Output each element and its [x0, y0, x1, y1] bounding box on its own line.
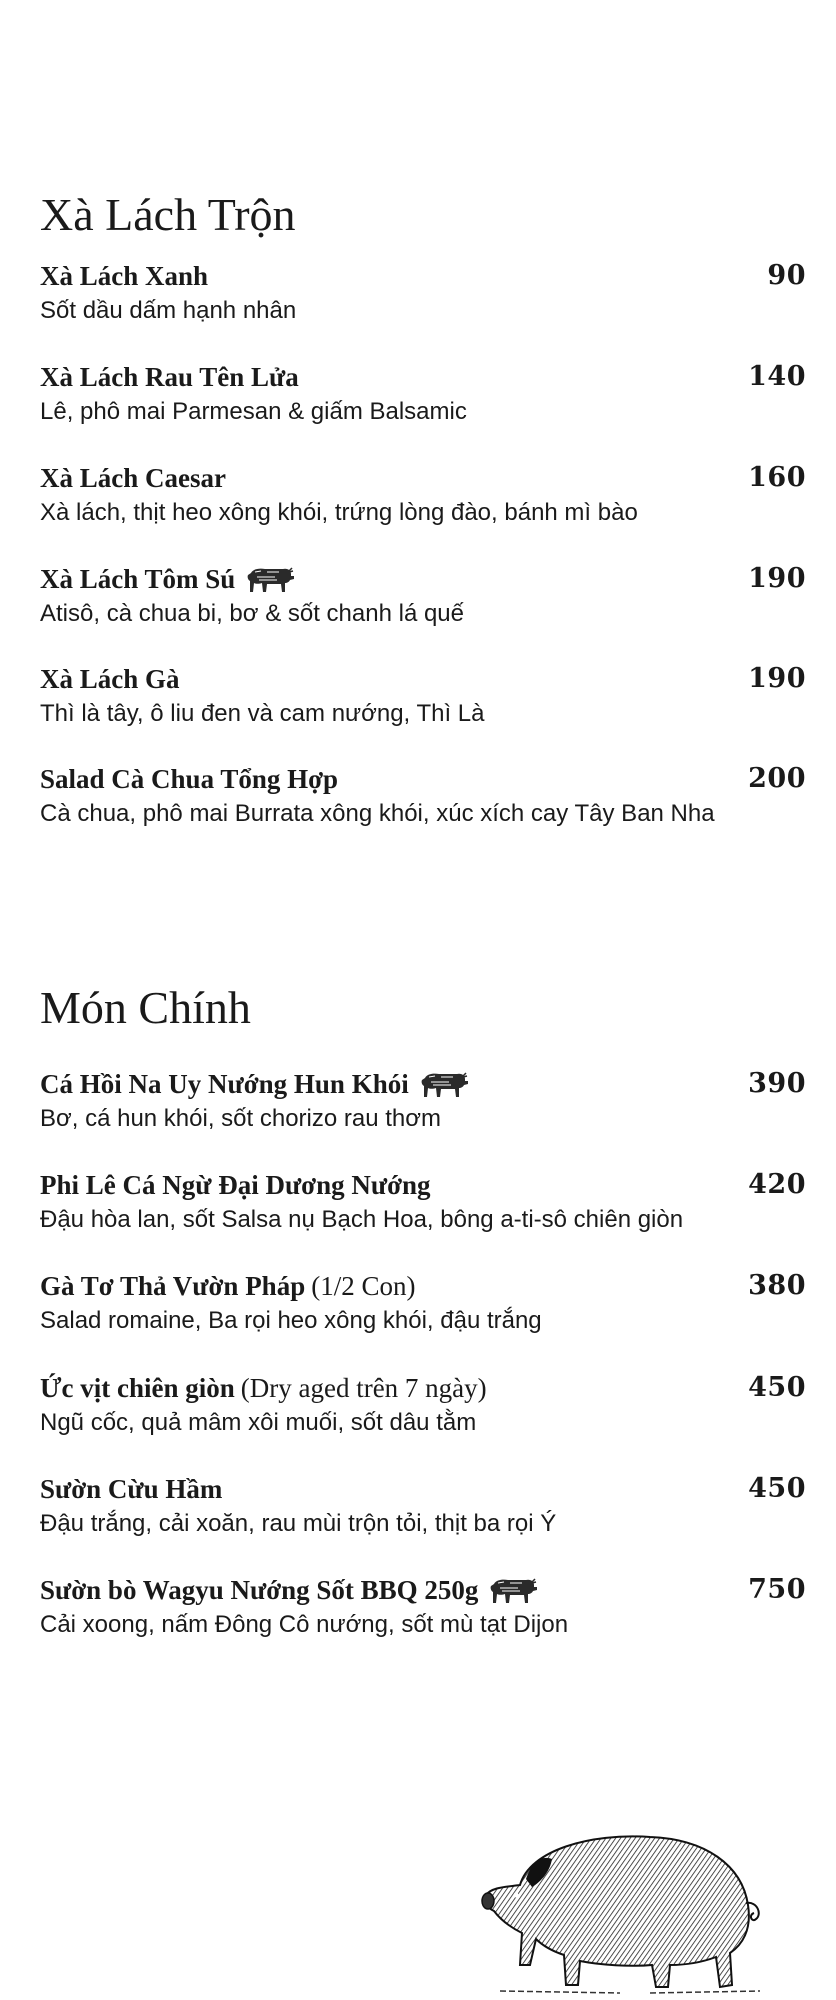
menu-item — [40, 1573, 810, 1642]
menu-item — [40, 1269, 810, 1338]
item-name: Sườn Cừu Hầm — [40, 1474, 223, 1504]
cow-icon — [245, 563, 295, 595]
pig-illustration-icon — [480, 1815, 770, 2000]
item-description: Xà lách, thịt heo xông khói, trứng lòng đào, bánh mì bào — [40, 499, 638, 526]
item-description: Lê, phô mai Parmesan & giấm Balsamic — [40, 398, 467, 425]
item-price: 750 — [748, 1574, 806, 1605]
item-price: 190 — [748, 663, 806, 694]
item-name: Salad Cà Chua Tổng Hợp — [40, 764, 339, 794]
item-price: 390 — [748, 1068, 806, 1099]
item-description: Atisô, cà chua bi, bơ & sốt chanh lá quế — [40, 600, 464, 627]
main-course-section — [40, 982, 810, 1638]
item-name: Cá Hồi Na Uy Nướng Hun Khói — [40, 1069, 409, 1099]
item-description: Ngũ cốc, quả mâm xôi muối, sốt dâu tằm — [40, 1409, 477, 1436]
item-description: Cải xoong, nấm Đông Cô nướng, sốt mù tạt Dijon — [40, 1611, 569, 1638]
item-name: Ức vịt chiên giòn — [40, 1373, 235, 1403]
item-name: Xà Lách Caesar — [40, 463, 226, 493]
item-name: Sườn bò Wagyu Nướng Sốt BBQ 250g — [40, 1575, 479, 1605]
menu-item — [40, 461, 810, 530]
item-name: Phi Lê Cá Ngừ Đại Dương Nướng — [40, 1170, 431, 1200]
menu-item — [40, 360, 810, 429]
cow-icon — [419, 1068, 469, 1100]
item-price: 450 — [748, 1473, 806, 1504]
menu-item — [40, 662, 810, 731]
menu-item — [40, 562, 810, 631]
item-description: Sốt dầu dấm hạnh nhân — [40, 297, 297, 324]
item-description: Đậu hòa lan, sốt Salsa nụ Bạch Hoa, bông a-ti-sô chiên giòn — [40, 1206, 684, 1233]
salad-section-title: Xà Lách Trộn — [40, 189, 296, 240]
item-name: Xà Lách Xanh — [40, 261, 209, 291]
main-course-section-title: Món Chính — [40, 982, 251, 1033]
item-price: 190 — [748, 563, 806, 594]
menu-item — [40, 1168, 810, 1237]
menu-item — [40, 762, 810, 831]
item-description: Thì là tây, ô liu đen và cam nướng, Thì Là — [40, 700, 485, 727]
item-price: 380 — [748, 1270, 806, 1301]
menu-item — [40, 1067, 810, 1136]
item-note: (1/2 Con) — [311, 1271, 416, 1301]
item-price: 160 — [748, 462, 806, 493]
item-name: Gà Tơ Thả Vườn Pháp — [40, 1271, 306, 1301]
item-name: Xà Lách Gà — [40, 664, 180, 694]
item-description: Đậu trắng, cải xoăn, rau mùi trộn tỏi, thịt ba rọi Ý — [40, 1510, 557, 1537]
item-description: Salad romaine, Ba rọi heo xông khói, đậu trắng — [40, 1307, 542, 1334]
menu-item — [40, 1472, 810, 1541]
menu-item — [40, 1371, 810, 1440]
cow-icon — [488, 1574, 538, 1606]
item-description: Cà chua, phô mai Burrata xông khói, xúc xích cay Tây Ban Nha — [40, 800, 715, 827]
item-price: 450 — [748, 1372, 806, 1403]
item-name: Xà Lách Tôm Sú — [40, 564, 236, 594]
item-note: (Dry aged trên 7 ngày) — [240, 1373, 487, 1403]
salad-section — [40, 189, 810, 827]
menu-item — [40, 259, 810, 328]
item-price: 90 — [767, 260, 806, 291]
item-price: 200 — [748, 763, 806, 794]
item-name: Xà Lách Rau Tên Lửa — [40, 362, 299, 392]
item-price: 140 — [748, 361, 806, 392]
item-price: 420 — [748, 1169, 806, 1200]
item-description: Bơ, cá hun khói, sốt chorizo rau thơm — [40, 1105, 441, 1132]
